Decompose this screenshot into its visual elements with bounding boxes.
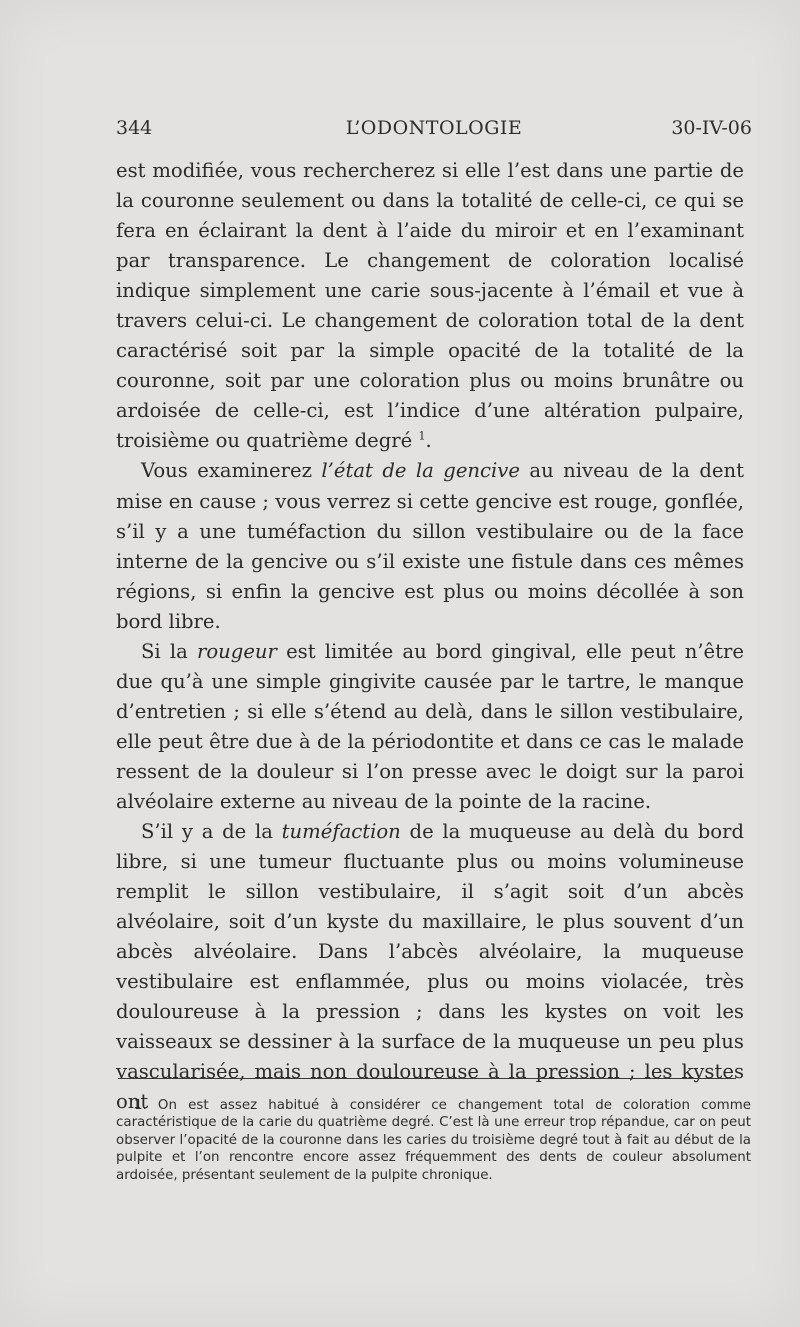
paragraph-4-emphasis: tuméfaction xyxy=(281,820,401,844)
paragraph-1-text: est modifiée, vous rechercherez si elle l’est dans une partie de la couronne seulement ou dans la totalité de celle-ci, ce qui se fera en éclairant la dent à l’aide du miroir et en l’examinant par transparence. Le changement de coloration localisé indique simplement une carie sous-jacente à l’émail et vue à travers celui-ci. Le changement de coloration total de la dent caractérisé soit par la simple opacité de la totalité de la couronne, soit par une coloration plus ou moins brunâtre ou ardoisée de celle-ci, est l’indice d’une altération pulpaire, troisième ou quatrième degré xyxy=(116,159,744,453)
footnote-reference: 1 xyxy=(418,429,426,443)
paragraph-2-start: Vous examinerez xyxy=(141,459,322,483)
issue-date: 30-IV-06 xyxy=(671,117,752,139)
paragraph-3-start: Si la xyxy=(141,639,197,663)
paragraph-3-emphasis: rougeur xyxy=(197,639,277,663)
paragraph-4-start: S’il y a de la xyxy=(141,820,282,844)
paragraph-3 xyxy=(116,637,744,817)
paragraph-4 xyxy=(116,817,744,1117)
paragraph-2 xyxy=(116,456,744,636)
running-title: L’ODONTOLOGIE xyxy=(345,117,523,139)
paragraph-4-rest: de la muqueuse au delà du bord libre, si une tumeur fluctuante plus ou moins volumineuse remplit le sillon vestibulaire, il s’agit soit d’un abcès alvéolaire, soit d’un kyste du maxillaire, le plus souvent d’un abcès alvéolaire. Dans l’abcès alvéolaire, la muqueuse vestibulaire est enflammée, plus ou moins violacée, très douloureuse à la pression ; dans les kystes on voit les vaisseaux se dessiner à la surface de la muqueuse un peu plus vascularisée, mais non douloureuse à la pression ; les kystes ont xyxy=(116,820,744,1114)
page-header xyxy=(116,117,752,147)
paragraph-1-end: . xyxy=(425,429,432,453)
footnote-text: 1. On est assez habitué à considérer ce changement total de coloration comme caractéristique de la carie du quatrième degré. C’est là une erreur trop répandue, car on peut observer l’opacité de la couronne dans les caries du troisième degré tout à fait au début de la pulpite et l’on rencontre encore assez fréquemment des dents de couleur absolument ardoisée, présentant seulement de la pulpite chronique. xyxy=(116,1098,751,1183)
paragraph-2-emphasis: l’état de la gencive xyxy=(321,459,520,483)
paragraph-1 xyxy=(116,156,744,456)
body-text xyxy=(116,156,744,1118)
page-number: 344 xyxy=(116,117,153,139)
paragraph-3-rest: est limitée au bord gingival, elle peut n’être due qu’à une simple gingivite causée par le tartre, le manque d’entretien ; si elle s’étend au delà, dans le sillon vestibulaire, elle peut être due à de la périodontite et dans ce cas le malade ressent de la douleur si l’on presse avec le doigt sur la paroi alvéolaire externe au niveau de la pointe de la racine. xyxy=(116,639,744,813)
paragraph-2-rest: au niveau de la dent mise en cause ; vous verrez si cette gencive est rouge, gonflée, s’il y a une tuméfaction du sillon vestibulaire ou de la face interne de la gencive ou s’il existe une fistule dans ces mêmes régions, si enfin la gencive est plus ou moins décollée à son bord libre. xyxy=(116,459,744,633)
footnote-separator xyxy=(118,1078,736,1079)
footnote xyxy=(116,1097,751,1184)
